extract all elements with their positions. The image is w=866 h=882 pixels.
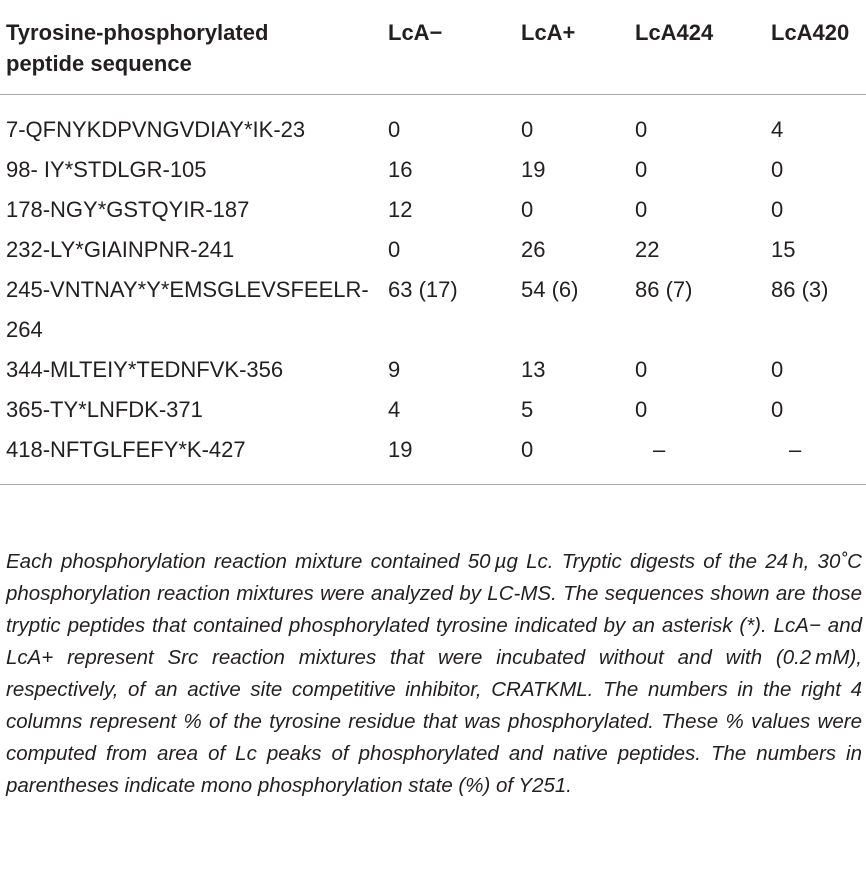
header-lca420: LcA420	[771, 20, 850, 45]
cell-lca-minus: 9	[388, 357, 401, 382]
cell-lca-minus: 0	[388, 117, 401, 142]
cell-lca424: 22	[635, 237, 660, 262]
table-row	[0, 270, 866, 350]
cell-sequence: 365-TY*LNFDK-371	[6, 397, 203, 422]
cell-sequence: 178-NGY*GSTQYIR-187	[6, 197, 250, 222]
cell-lca-minus: 19	[388, 437, 413, 462]
cell-lca-minus: 12	[388, 197, 413, 222]
cell-lca-minus: 0	[388, 237, 401, 262]
header-row	[0, 0, 866, 95]
cell-lca-plus: 13	[521, 357, 546, 382]
cell-sequence: 7-QFNYKDPVNGVDIAY*IK-23	[6, 117, 306, 142]
cell-sequence: 98- IY*STDLGR-105	[6, 157, 207, 182]
cell-sequence: 245-VNTNAY*Y*EMSGLEVSFEELR-264	[6, 277, 369, 342]
cell-lca424: –	[653, 437, 666, 462]
cell-lca-minus: 63 (17)	[388, 277, 458, 302]
cell-lca420: 4	[771, 117, 784, 142]
cell-lca424: 0	[635, 117, 648, 142]
cell-lca424: 0	[635, 357, 648, 382]
cell-lca420: 0	[771, 357, 784, 382]
cell-lca-plus: 0	[521, 197, 534, 222]
table-row	[0, 350, 866, 390]
table-row	[0, 430, 866, 485]
cell-lca424: 0	[635, 157, 648, 182]
cell-lca-plus: 19	[521, 157, 546, 182]
header-lca-plus: LcA+	[521, 20, 576, 45]
cell-lca-minus: 16	[388, 157, 413, 182]
cell-sequence: 232-LY*GIAINPNR-241	[6, 237, 235, 262]
header-sequence: Tyrosine-phosphorylated peptide sequence	[6, 20, 269, 76]
cell-lca420: 86 (3)	[771, 277, 829, 302]
cell-lca424: 86 (7)	[635, 277, 693, 302]
cell-lca420: 0	[771, 397, 784, 422]
cell-sequence: 344-MLTEIY*TEDNFVK-356	[6, 357, 284, 382]
table-footnote: Each phosphorylation reaction mixture contained 50 µg Lc. Tryptic digests of the 24 h, 30˚C phosphorylation reaction mixtures were analyzed by LC-MS. The sequences shown are those tryptic peptides that contained phosphorylated tyrosine indicated by an asterisk (*). LcA− and LcA+ represent Src reaction mixtures that were incubated without and with (0.2 mM), respectively, of an active site competitive inhibitor, CRATKML. The numbers in the right 4 columns represent % of the tyrosine residue that was phosphorylated. These % values were computed from area of Lc peaks of phosphorylated and native peptides. The numbers in parentheses indicate mono phosphorylation state (%) of Y251.	[6, 550, 862, 797]
cell-lca424: 0	[635, 397, 648, 422]
cell-lca-plus: 5	[521, 397, 534, 422]
cell-lca424: 0	[635, 197, 648, 222]
cell-lca-plus: 0	[521, 117, 534, 142]
cell-lca-plus: 54 (6)	[521, 277, 579, 302]
cell-lca420: 15	[771, 237, 796, 262]
table-row	[0, 95, 866, 151]
cell-sequence: 418-NFTGLFEFY*K-427	[6, 437, 246, 462]
table-row	[0, 390, 866, 430]
cell-lca-minus: 4	[388, 397, 401, 422]
cell-lca420: 0	[771, 157, 784, 182]
cell-lca-plus: 0	[521, 437, 534, 462]
table-row	[0, 190, 866, 230]
header-lca424: LcA424	[635, 20, 714, 45]
cell-lca420: –	[789, 437, 802, 462]
header-lca-minus: LcA−	[388, 20, 443, 45]
cell-lca-plus: 26	[521, 237, 546, 262]
table-row	[0, 230, 866, 270]
table-row	[0, 150, 866, 190]
cell-lca420: 0	[771, 197, 784, 222]
